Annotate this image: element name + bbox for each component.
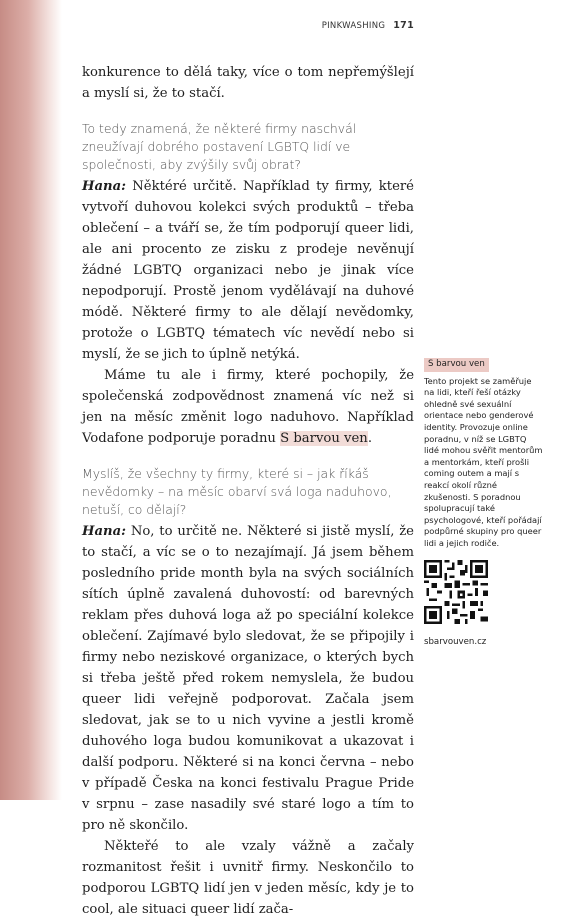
interview-question: Myslíš, že všechny ty firmy, které si – jak říkáš nevědomky – na měsíc obarví svá loga naduhovo, netuší, co dělají? — [82, 466, 392, 517]
paragraph: konkurence to dělá taky, více o tom nepřemýšlejí a myslí si, že to stačí. — [82, 65, 414, 101]
sidebar-title: S barvou ven — [424, 358, 489, 372]
qr-code-icon — [424, 560, 488, 624]
page-number: 171 — [393, 20, 414, 31]
interview-answer — [82, 521, 414, 836]
speaker-label: Hana: — [82, 524, 127, 539]
section-title: PINKWASHING — [321, 21, 386, 31]
interview-answer — [82, 176, 414, 365]
running-header — [322, 20, 414, 31]
main-text — [82, 62, 414, 920]
page-edge-gradient — [0, 0, 62, 800]
interview-question: To tedy znamená, že některé firmy naschvál zneužívají dobrého postavení LGBTQ lidí ve společnosti, aby zvýšily svůj obrat? — [82, 121, 357, 172]
sidebar-box — [424, 358, 544, 649]
answer-text: Něktéré určitě. Například ty firmy, které vytvoří duhovou kolekci svých produktů – třeba oblečení – a tváří se, že tím podporují queer lidi, ale ani procento ze zisku z prodeje nevěnují žádné LGBTQ organizaci nebo je jinak více nepodporují. Prostě jenom vydělávají na duhové módě. Některé firmy to ale dělají nevědomky, protože o LGBTQ tématech víc nevědí nebo si myslí, že se jich to úplně netýká. — [82, 179, 414, 362]
sidebar-website: sbarvouven.cz — [424, 637, 487, 648]
sidebar-text: Tento projekt se zaměřuje na lidi, kteří řeší otázky ohledně své sexuální orientace nebo genderové identity. Provozuje online poradnu, v níž se LGBTQ lidé mohou svěřit mentorům a mentorkám, kteří prošli coming outem a mají s reakcí okolí různé zkušenosti. S poradnou spolupracují také psychologové, kteří pořádají podpůrné skupiny pro queer lidi a jejich rodiče. — [424, 375, 543, 548]
paragraph: Máme tu ale i firmy, které pochopily, že společenská zodpovědnost znamená víc než si jen na měsíc změnit logo naduhovo. Například Vodafone podporuje poradnu S barvou ven. — [82, 368, 414, 446]
paragraph-text: Máme tu ale i firmy, které pochopily, že společenská zodpovědnost znamená víc než si jen na měsíc změnit logo naduhovo. Například Vodafone podporuje poradnu — [82, 368, 414, 446]
answer-text: No, to určitě ne. Některé si jistě myslí, že to stačí, a víc se o to nezajímají. Já jsem během posledního pride month byla na svých sociálních sítích úplně zavalená duhovostí: od barevných reklam přes duhová loga až po speciální kolekce oblečení. Zajímavé bylo sledovat, že se připojily i firmy nebo neziskové organizace, o kterých bych si třeba ještě před rokem nemyslela, že budou queer lidi veřejně podporovat. Začala jsem sledovat, jak se to u nich vyvine a jestli kromě duhového loga budou komunikovat a ukazovat i další podporu. Některé si na konci června – nebo v případě Česka na konci festivalu Prague Pride v srpnu – zase nasadily své staré logo a tím to pro ně skončilo. — [82, 524, 414, 833]
speaker-label: Hana: — [82, 179, 127, 194]
highlighted-reference: S barvou ven — [280, 431, 368, 446]
paragraph: Někteřé to ale vzaly vážně a začaly rozmanitost řešit i uvnitř firmy. Neskončilo to podporou LGBTQ lidí jen v jeden měsíc, kdy je to cool, ale situaci queer lidí zača- — [82, 839, 414, 917]
